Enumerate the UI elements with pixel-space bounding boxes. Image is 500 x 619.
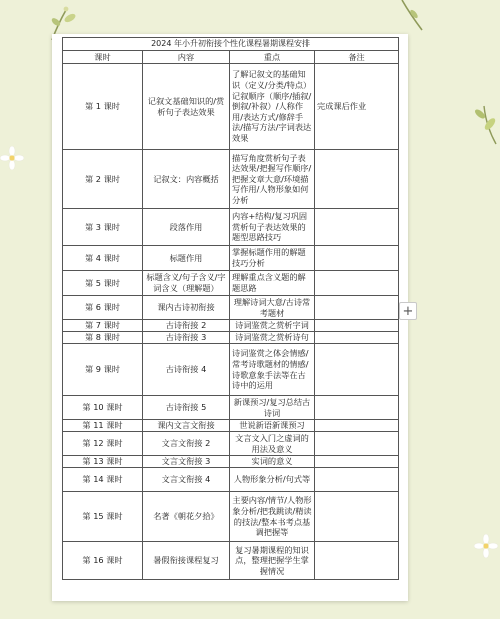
note-cell <box>315 271 399 296</box>
add-button[interactable]: + <box>399 302 417 320</box>
table-row <box>63 296 399 320</box>
table-row <box>63 542 399 580</box>
header-note: 备注 <box>315 51 399 64</box>
lesson-cell: 第 2 课时 <box>63 150 143 209</box>
content-cell: 古诗衔接 5 <box>143 396 230 420</box>
lesson-cell: 第 8 课时 <box>63 332 143 344</box>
leaf-sprig-top-right-icon <box>398 0 428 34</box>
table-row <box>63 209 399 246</box>
content-cell: 段落作用 <box>143 209 230 246</box>
lesson-cell: 第 10 课时 <box>63 396 143 420</box>
focus-cell: 人物形象分析/句式等 <box>230 468 315 492</box>
table-row <box>63 246 399 271</box>
lesson-cell: 第 4 课时 <box>63 246 143 271</box>
lesson-cell: 第 1 课时 <box>63 64 143 150</box>
focus-cell: 世说新语新课预习 <box>230 420 315 432</box>
focus-cell: 了解记叙文的基础知识（定义/分类/特点）记叙顺序（顺序/插叙/倒叙/补叙）/人称作用/表达方式/修辞手法/描写方法/字词表达效果 <box>230 64 315 150</box>
focus-cell: 实词的意义 <box>230 456 315 468</box>
content-cell: 课内古诗初衔接 <box>143 296 230 320</box>
note-cell <box>315 432 399 456</box>
content-cell: 标题含义/句子含义/字词含义（理解题） <box>143 271 230 296</box>
focus-cell: 内容+结构/复习巩固赏析句子表达效果的题型思路技巧 <box>230 209 315 246</box>
content-cell: 文言文衔接 4 <box>143 468 230 492</box>
note-cell <box>315 320 399 332</box>
leaf-sprig-right-icon <box>470 102 500 146</box>
content-cell: 记叙文：内容概括 <box>143 150 230 209</box>
focus-cell: 诗词鉴赏之赏析诗句 <box>230 332 315 344</box>
table-row <box>63 320 399 332</box>
note-cell <box>315 468 399 492</box>
content-cell: 古诗衔接 3 <box>143 332 230 344</box>
document-page <box>52 34 408 601</box>
lesson-cell: 第 13 课时 <box>63 456 143 468</box>
note-cell <box>315 492 399 542</box>
table-row <box>63 396 399 420</box>
note-cell <box>315 209 399 246</box>
focus-cell: 掌握标题作用的解题技巧分析 <box>230 246 315 271</box>
focus-cell: 描写角度赏析句子表达效果/把握写作顺序/把握文章大意/环境描写作用/人物形象如何分析 <box>230 150 315 209</box>
content-cell: 古诗衔接 4 <box>143 344 230 396</box>
lesson-cell: 第 15 课时 <box>63 492 143 542</box>
flower-left-icon <box>0 146 24 170</box>
focus-cell: 复习暑期课程的知识点，整理把握学生掌握情况 <box>230 542 315 580</box>
content-cell: 课内文言文衔接 <box>143 420 230 432</box>
header-row <box>63 51 399 64</box>
note-cell <box>315 456 399 468</box>
note-cell <box>315 396 399 420</box>
lesson-cell: 第 16 课时 <box>63 542 143 580</box>
title-row <box>63 38 399 51</box>
content-cell: 记叙文基础知识的/赏析句子表达效果 <box>143 64 230 150</box>
table-row <box>63 468 399 492</box>
focus-cell: 理解重点含义题的解题思路 <box>230 271 315 296</box>
focus-cell: 主要内容/情节/人物形象分析/把我跳读/精读的技法/整本书考点基调把握等 <box>230 492 315 542</box>
note-cell <box>315 296 399 320</box>
content-cell: 古诗衔接 2 <box>143 320 230 332</box>
content-cell: 名著《朝花夕拾》 <box>143 492 230 542</box>
lesson-cell: 第 12 课时 <box>63 432 143 456</box>
note-cell: 完成课后作业 <box>315 64 399 150</box>
content-cell: 暑假衔接课程复习 <box>143 542 230 580</box>
document-title: 2024 年小升初衔接个性化课程暑期课程安排 <box>63 38 399 51</box>
content-cell: 文言文衔接 2 <box>143 432 230 456</box>
note-cell <box>315 420 399 432</box>
table-row <box>63 492 399 542</box>
header-focus: 重点 <box>230 51 315 64</box>
focus-cell: 文言文入门之虚词的用法及意义 <box>230 432 315 456</box>
header-lesson: 课时 <box>63 51 143 64</box>
flower-bottom-right-icon <box>474 534 498 558</box>
table-row <box>63 332 399 344</box>
table-row <box>63 344 399 396</box>
table-row <box>63 432 399 456</box>
table-row <box>63 150 399 209</box>
lesson-cell: 第 6 课时 <box>63 296 143 320</box>
lesson-cell: 第 14 课时 <box>63 468 143 492</box>
schedule-table <box>62 37 399 580</box>
lesson-cell: 第 7 课时 <box>63 320 143 332</box>
content-cell: 标题作用 <box>143 246 230 271</box>
header-content: 内容 <box>143 51 230 64</box>
focus-cell: 诗词鉴赏之体会情感/常考诗歌题材的情感/诗歌意象手法等在古诗中的运用 <box>230 344 315 396</box>
focus-cell: 理解诗词大意/古诗常考题材 <box>230 296 315 320</box>
note-cell <box>315 344 399 396</box>
lesson-cell: 第 11 课时 <box>63 420 143 432</box>
note-cell <box>315 542 399 580</box>
lesson-cell: 第 9 课时 <box>63 344 143 396</box>
lesson-cell: 第 5 课时 <box>63 271 143 296</box>
table-row <box>63 64 399 150</box>
note-cell <box>315 332 399 344</box>
content-cell: 文言文衔接 3 <box>143 456 230 468</box>
table-row <box>63 271 399 296</box>
focus-cell: 新课预习/复习总结古诗词 <box>230 396 315 420</box>
lesson-cell: 第 3 课时 <box>63 209 143 246</box>
focus-cell: 诗词鉴赏之赏析字词 <box>230 320 315 332</box>
note-cell <box>315 246 399 271</box>
table-row <box>63 420 399 432</box>
table-row <box>63 456 399 468</box>
note-cell <box>315 150 399 209</box>
